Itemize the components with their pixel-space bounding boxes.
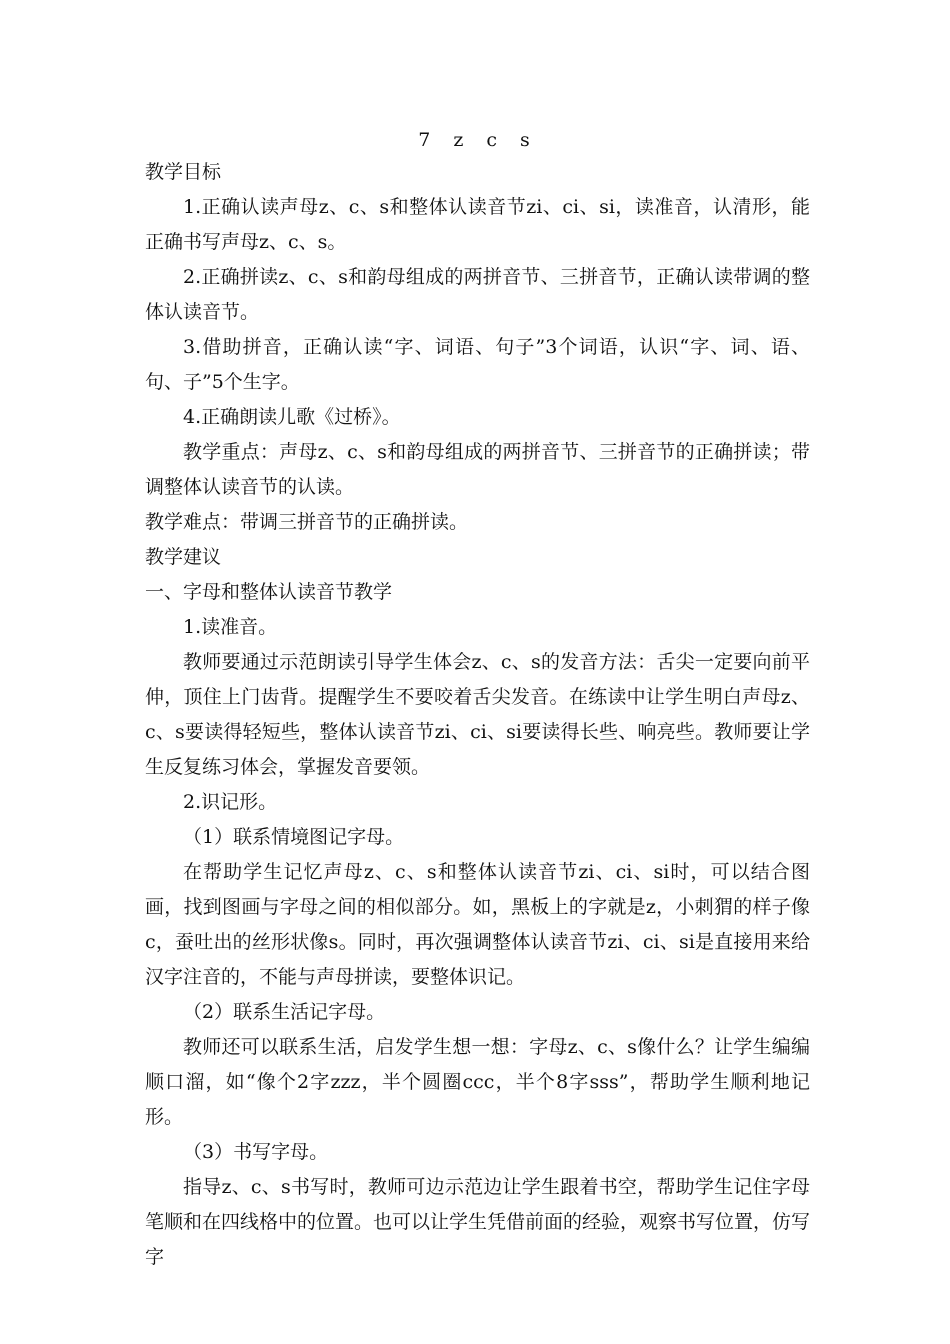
- sub1-text: 在帮助学生记忆声母z、c、s和整体认读音节zi、ci、si时，可以结合图画，找到图画与字母之间的相似部分。如，黑板上的字就是z，小刺猬的样子像c，蚕吐出的丝形状像s。同时，再次强调整体认读音节zi、ci、si是直接用来给汉字注音的，不能与声母拼读，要整体识记。: [145, 861, 810, 988]
- sub2-heading: （2）联系生活记字母。: [183, 1001, 386, 1023]
- sub1-heading: （1）联系情境图记字母。: [183, 826, 405, 848]
- sub3-text: 指导z、c、s书写时，教师可边示范边让学生跟着书空，帮助学生记住字母笔顺和在四线格中的位置。也可以让学生凭借前面的经验，观察书写位置，仿写字: [145, 1176, 811, 1268]
- goal-item-3: 3.借助拼音，正确认读“字、词语、句子”3个词语，认识“字、词、语、句、子”5个生字。: [145, 336, 810, 393]
- item1-heading: 1.读准音。: [183, 616, 278, 638]
- lesson-title: 7 z c s: [418, 129, 532, 151]
- goals-heading: 教学目标: [145, 161, 222, 183]
- lesson-body: [145, 155, 810, 1275]
- part1-heading: 一、字母和整体认读音节教学: [145, 581, 393, 603]
- goal-item-1: 1.正确认读声母z、c、s和整体认读音节zi、ci、si，读准音，认清形，能正确书写声母z、c、s。: [145, 196, 810, 253]
- sub3-heading: （3）书写字母。: [183, 1141, 329, 1163]
- difficulty: 教学难点：带调三拼音节的正确拼读。: [145, 511, 469, 533]
- key-point: 教学重点：声母z、c、s和韵母组成的两拼音节、三拼音节的正确拼读；带调整体认读音节的认读。: [145, 441, 810, 498]
- item1-text: 教师要通过示范朗读引导学生体会z、c、s的发音方法：舌尖一定要向前平伸，顶住上门齿背。提醒学生不要咬着舌尖发音。在练读中让学生明白声母z、c、s要读得轻短些，整体认读音节zi、ci、si要读得长些、响亮些。教师要让学生反复练习体会，掌握发音要领。: [145, 651, 810, 778]
- suggestions-heading: 教学建议: [145, 546, 222, 568]
- item2-heading: 2.识记形。: [183, 791, 278, 813]
- goal-item-4: 4.正确朗读儿歌《过桥》。: [183, 406, 401, 428]
- sub2-text: 教师还可以联系生活，启发学生想一想：字母z、c、s像什么？让学生编编顺口溜，如“像个2字zzz，半个圆圈ccc，半个8字sss”，帮助学生顺利地记形。: [145, 1036, 810, 1128]
- goal-item-2: 2.正确拼读z、c、s和韵母组成的两拼音节、三拼音节，正确认读带调的整体认读音节。: [145, 266, 810, 323]
